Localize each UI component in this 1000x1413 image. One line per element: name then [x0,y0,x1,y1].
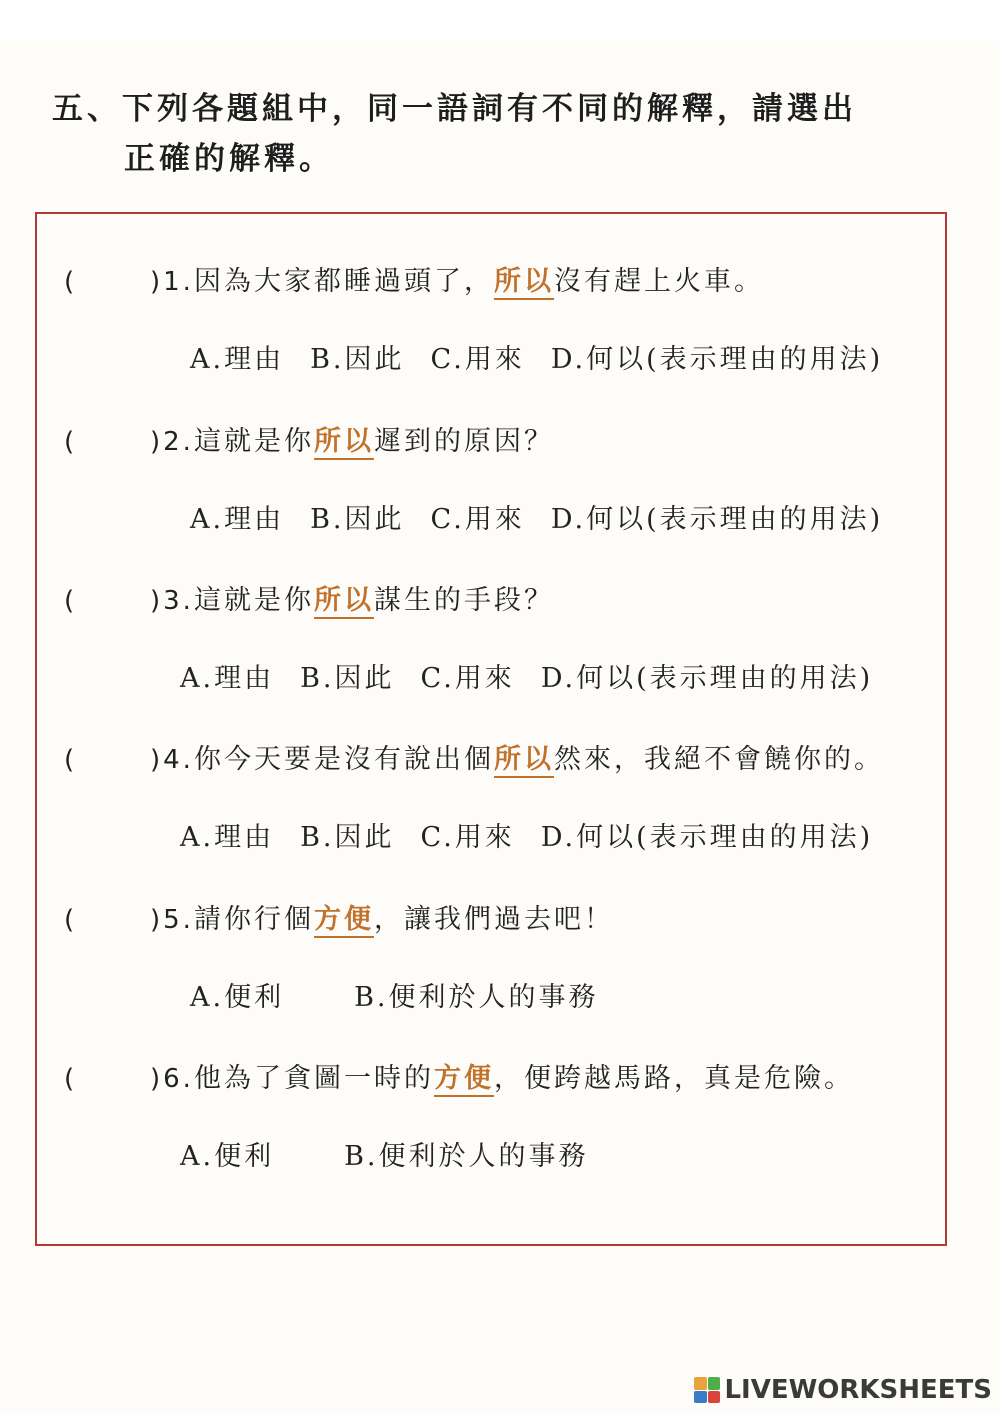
sentence-before: 這就是你 [193,585,314,616]
paren-open: ( [64,586,78,616]
highlighted-term: 方便 [434,1063,494,1097]
question-number: )3. [150,586,194,616]
question-number: )1. [150,267,194,297]
options-4 [180,818,899,858]
sentence-after: ，讓我們過去吧！ [373,904,614,935]
question-number: )4. [150,745,194,775]
sentence-before: 請你行個 [193,904,314,935]
question-text-5 [150,900,614,940]
option-a: A.理由 [180,822,275,853]
brand-name: LIVEWORKSHEETS [724,1375,992,1405]
logo-icon [694,1377,720,1403]
option-c: C.用來 [430,504,525,535]
sentence-before: 你今天要是沒有說出個 [193,744,494,775]
paren-open: ( [64,1064,78,1094]
sentence-after: 遲到的原因？ [373,426,554,457]
highlighted-term: 所以 [314,585,374,619]
option-c: C.用來 [420,822,515,853]
highlighted-term: 所以 [314,426,374,460]
answer-input-1[interactable] [76,264,152,298]
question-text-4 [150,740,884,780]
answer-input-4[interactable] [76,742,152,776]
answer-input-2[interactable] [76,424,152,458]
paren-open: ( [64,267,78,297]
answer-input-6[interactable] [76,1061,152,1095]
option-d: D.何以(表示理由的用法) [550,344,884,375]
option-b: B.便利於人的事務 [354,982,599,1013]
option-b: B.因此 [310,504,405,535]
sentence-after: 然來，我絕不會饒你的。 [553,744,884,775]
highlighted-term: 所以 [494,266,554,300]
question-number: )2. [150,427,194,457]
option-b: B.因此 [310,344,405,375]
options-1 [190,340,909,380]
title-line-2: 正確的解釋。 [124,141,334,177]
section-title [52,84,932,184]
question-text-1 [150,262,764,302]
option-b: B.因此 [300,822,395,853]
question-number: )5. [150,905,194,935]
answer-input-3[interactable] [76,583,152,617]
option-c: C.用來 [420,663,515,694]
liveworksheets-logo [694,1373,992,1407]
paren-open: ( [64,427,78,457]
options-3 [180,659,899,699]
paren-open: ( [64,905,78,935]
paren-open: ( [64,745,78,775]
option-c: C.用來 [430,344,525,375]
question-text-3 [150,581,554,621]
option-a: A.便利 [180,1141,275,1172]
option-b: B.便利於人的事務 [344,1141,589,1172]
option-d: D.何以(表示理由的用法) [540,663,874,694]
options-2 [190,500,909,540]
question-number: )6. [150,1064,194,1094]
highlighted-term: 所以 [494,744,554,778]
title-line-1: 五、下列各題組中，同一語詞有不同的解釋，請選出 [52,91,857,127]
question-text-6 [150,1059,854,1099]
sentence-before: 這就是你 [193,426,314,457]
sentence-before: 他為了貪圖一時的 [193,1063,434,1094]
option-a: A.理由 [180,663,275,694]
option-b: B.因此 [300,663,395,694]
option-a: A.理由 [190,504,285,535]
sentence-after: 謀生的手段？ [373,585,554,616]
highlighted-term: 方便 [314,904,374,938]
sentence-before: 因為大家都睡過頭了， [193,266,494,297]
options-6 [180,1137,615,1177]
option-a: A.便利 [190,982,285,1013]
option-a: A.理由 [190,344,285,375]
answer-input-5[interactable] [76,902,152,936]
option-d: D.何以(表示理由的用法) [550,504,884,535]
sentence-after: 沒有趕上火車。 [553,266,764,297]
option-d: D.何以(表示理由的用法) [540,822,874,853]
question-text-2 [150,422,554,462]
sentence-after: ，便跨越馬路，真是危險。 [493,1063,854,1094]
options-5 [190,978,625,1018]
